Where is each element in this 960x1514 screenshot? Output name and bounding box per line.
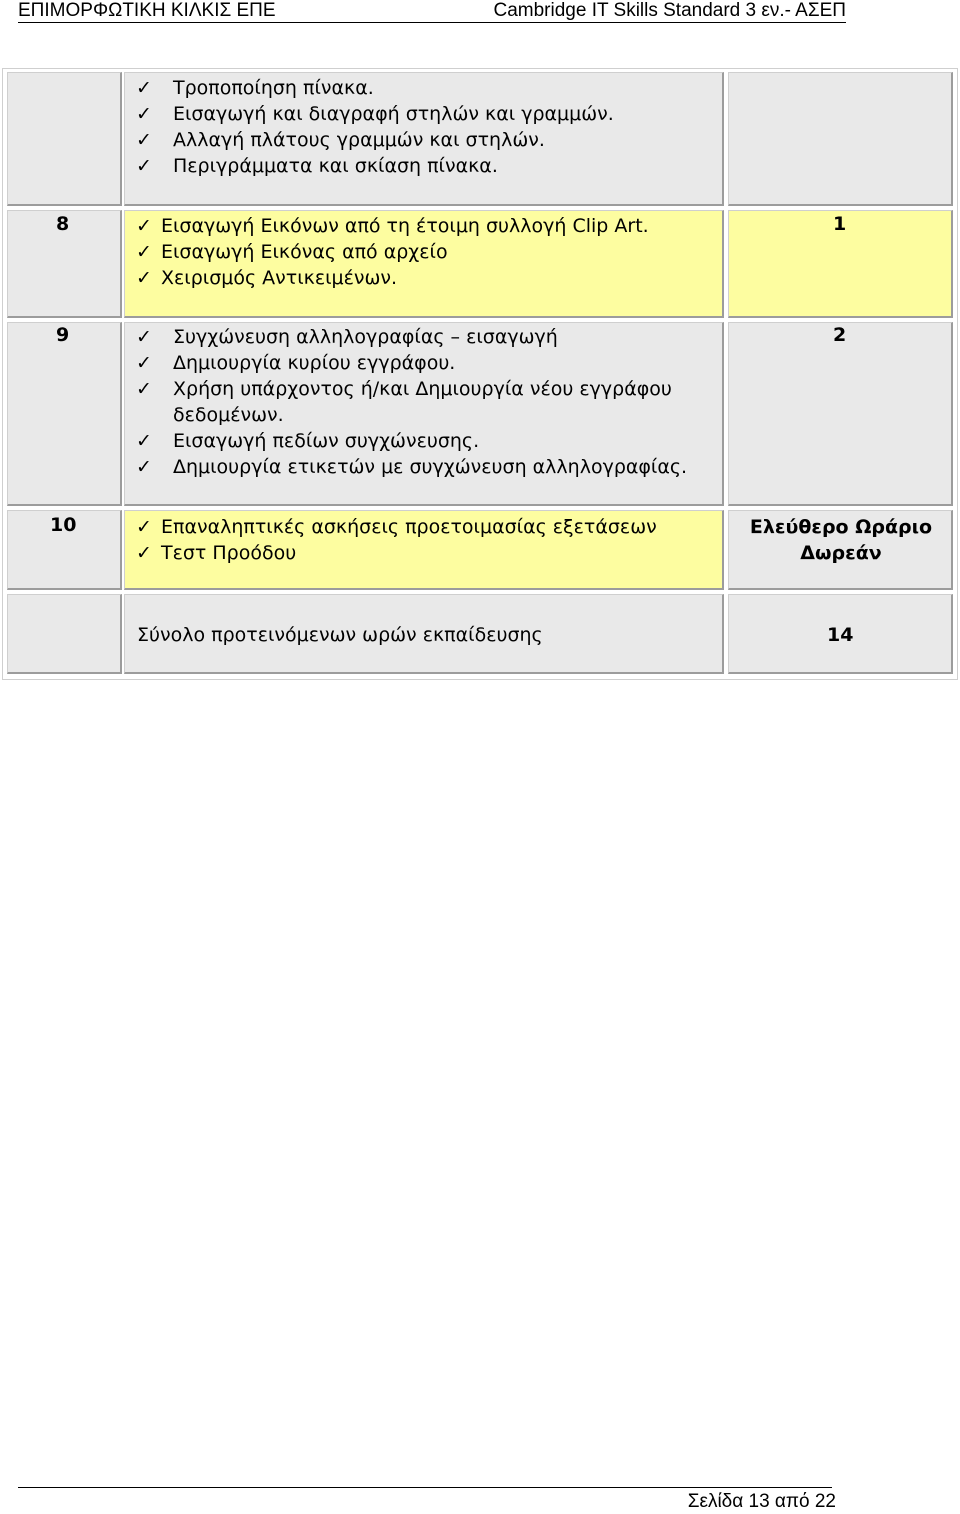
row-1-num-cell xyxy=(7,72,122,206)
list-item: ✓ Επαναληπτικές ασκήσεις προετοιμασίας εξετάσεων xyxy=(136,516,657,538)
check-icon: ✓ xyxy=(136,77,152,99)
check-icon: ✓ xyxy=(136,326,152,348)
list-item: ✓ Εισαγωγή πεδίων συγχώνευσης. xyxy=(136,430,480,452)
row-1-bullet-list xyxy=(136,75,614,179)
row-10-bullet-list xyxy=(136,514,657,566)
total-label: Σύνολο προτεινόμενων ωρών εκπαίδευσης xyxy=(137,624,543,646)
list-item: ✓ Δημιουργία ετικετών με συγχώνευση αλληλογραφίας. xyxy=(136,456,688,478)
total-value: 14 xyxy=(827,624,854,646)
check-icon: ✓ xyxy=(136,378,152,400)
check-icon: ✓ xyxy=(136,352,152,374)
list-item: ✓ Τεστ Προόδου xyxy=(136,542,297,564)
list-item: ✓ Εισαγωγή και διαγραφή στηλών και γραμμών. xyxy=(136,103,614,125)
check-icon: ✓ xyxy=(136,542,152,564)
row-8-hours: 1 xyxy=(833,213,847,235)
row-9-number: 9 xyxy=(56,324,70,346)
row-9-hours-cell xyxy=(728,322,953,506)
list-item: ✓ Συγχώνευση αλληλογραφίας – εισαγωγή xyxy=(136,326,558,348)
row-10-number: 10 xyxy=(50,514,77,536)
list-item: ✓ Τροποποίηση πίνακα. xyxy=(136,77,374,99)
row-10-hours-line1: Ελεύθερο Ωράριο xyxy=(749,516,933,538)
row-1-hours-cell xyxy=(728,72,953,206)
list-item: ✓ Εισαγωγή Εικόνας από αρχείο xyxy=(136,241,448,263)
list-item: ✓ Δημιουργία κυρίου εγγράφου. xyxy=(136,352,456,374)
list-item: ✓ Εισαγωγή Εικόνων από τη έτοιμη συλλογή Clip Art. xyxy=(136,215,649,237)
list-item: ✓ Χειρισμός Αντικειμένων. xyxy=(136,267,398,289)
row-10-hours-line2: Δωρεάν xyxy=(800,542,882,564)
check-icon: ✓ xyxy=(136,155,152,177)
check-icon: ✓ xyxy=(136,103,152,125)
row-10-hours xyxy=(732,514,950,566)
check-icon: ✓ xyxy=(136,430,152,452)
header-right-text: Cambridge IT Skills Standard 3 εν.- ΑΣΕΠ xyxy=(493,0,846,21)
row-8-bullet-list xyxy=(136,213,649,291)
header-left-text: ΕΠΙΜΟΡΦΩΤΙΚΗ ΚΙΛΚΙΣ ΕΠΕ xyxy=(18,0,276,21)
row-9-bullet-list xyxy=(136,324,687,480)
list-item: ✓ Περιγράμματα και σκίαση πίνακα. xyxy=(136,155,498,177)
check-icon: ✓ xyxy=(136,241,152,263)
list-item: ✓ Χρήση υπάρχοντος ή/και Δημιουργία νέου εγγράφου xyxy=(136,378,672,400)
check-icon: ✓ xyxy=(136,516,152,538)
total-empty-cell xyxy=(7,594,122,674)
list-item-continuation: δεδομένων. xyxy=(173,404,284,426)
check-icon: ✓ xyxy=(136,215,152,237)
list-item: ✓ Αλλαγή πλάτους γραμμών και στηλών. xyxy=(136,129,545,151)
row-9-hours: 2 xyxy=(833,324,847,346)
footer-rule xyxy=(18,1487,832,1488)
page-header xyxy=(18,0,846,23)
check-icon: ✓ xyxy=(136,456,152,478)
row-8-number: 8 xyxy=(56,213,70,235)
row-9-num-cell xyxy=(7,322,122,506)
check-icon: ✓ xyxy=(136,267,152,289)
page-number: Σελίδα 13 από 22 xyxy=(687,1491,836,1512)
check-icon: ✓ xyxy=(136,129,152,151)
